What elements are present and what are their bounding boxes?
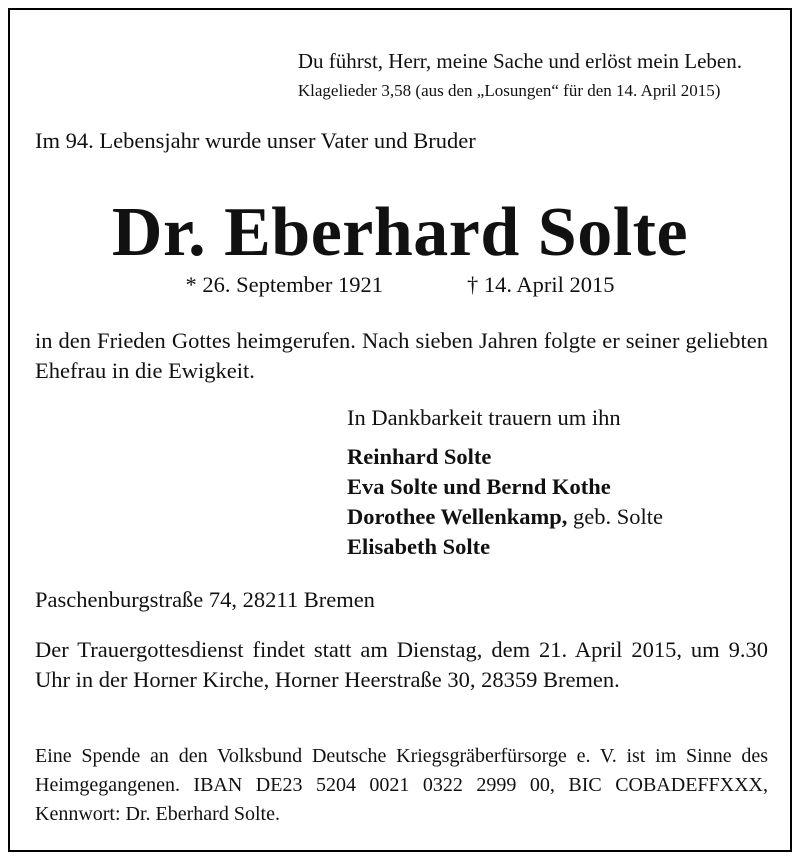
- passing-text: in den Frieden Gottes heimgerufen. Nach sieben Jahren folgte er seiner geliebten Ehefrau in die Ewigkeit.: [35, 328, 768, 383]
- life-dates: [10, 270, 790, 300]
- donation-info: Eine Spende an den Volksbund Deutsche Kriegsgräberfürsorge e. V. ist im Sinne des Heimgegangenen. IBAN DE23 5204 0021 0322 2999 00, BIC COBADEFFXXX, Kennwort: Dr. Eberhard Solte.: [35, 745, 768, 825]
- mourner-name: Reinhard Solte: [347, 444, 492, 469]
- death-date: † 14. April 2015: [466, 272, 615, 297]
- mourner-row: [347, 472, 663, 502]
- obituary-notice: [8, 8, 792, 852]
- quote-text: Du führst, Herr, meine Sache und erlöst mein Leben.: [297, 49, 742, 73]
- mourner-name: Dorothee Wellenkamp,: [347, 504, 568, 529]
- mourner-row: [347, 502, 663, 532]
- intro-text: Im 94. Lebensjahr wurde unser Vater und Bruder: [35, 128, 476, 153]
- mourner-name: Eva Solte und Bernd Kothe: [347, 474, 611, 499]
- bible-quote: [298, 46, 742, 104]
- quote-reference: Klagelieder 3,58 (aus den „Losungen“ für den 14. April 2015): [297, 81, 721, 100]
- mourner-name: Elisabeth Solte: [347, 534, 491, 559]
- deceased-name: Dr. Eberhard Solte: [111, 194, 689, 271]
- mourner-row: [347, 442, 663, 472]
- funeral-service-info: Der Trauergottesdienst findet statt am Dienstag, dem 21. April 2015, um 9.30 Uhr in der Horner Kirche, Horner Heerstraße 30, 28359 Bremen.: [35, 637, 768, 692]
- mourner-row: [347, 532, 663, 562]
- mourners-heading: In Dankbarkeit trauern um ihn: [347, 405, 621, 430]
- family-address: Paschenburgstraße 74, 28211 Bremen: [35, 587, 375, 612]
- birth-date: * 26. September 1921: [185, 272, 383, 297]
- mourner-suffix: geb. Solte: [567, 504, 664, 529]
- mourners-block: [347, 403, 663, 562]
